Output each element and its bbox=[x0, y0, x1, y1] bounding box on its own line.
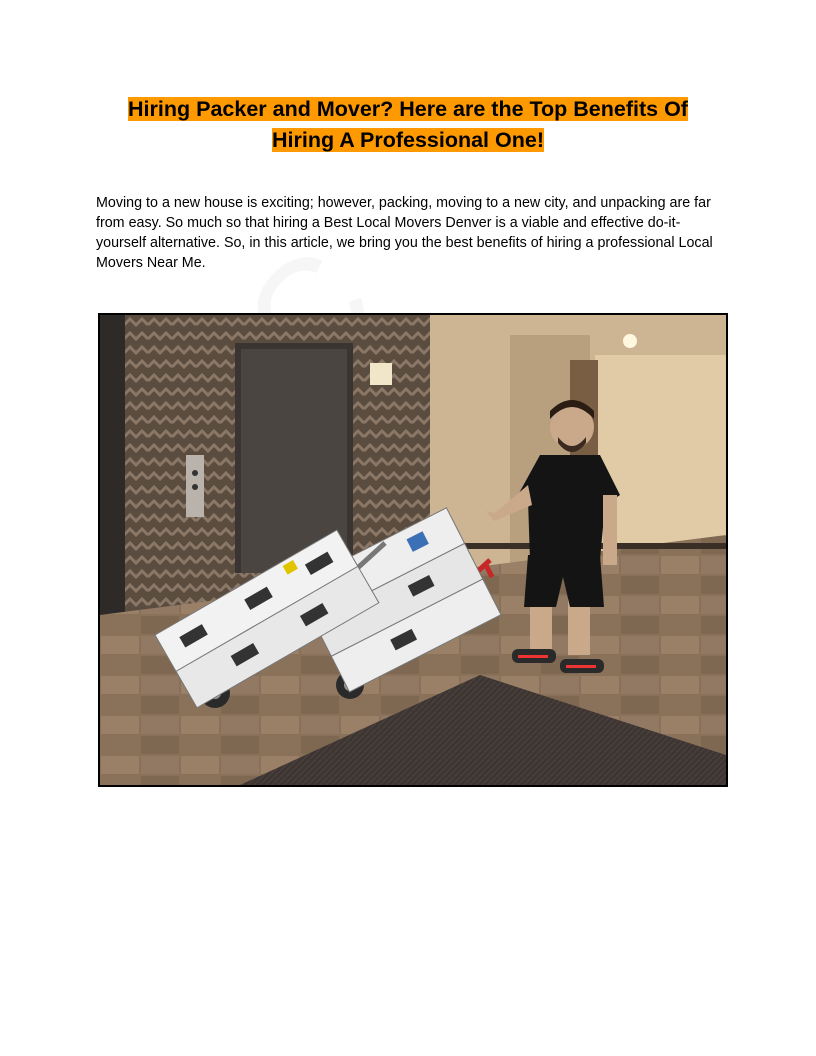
mover-photo bbox=[98, 313, 728, 787]
intro-paragraph: Moving to a new house is exciting; however, packing, moving to a new city, and unpacking are far from easy. So much so that hiring a Best Local Movers Denver is a viable and effective do-it-yourself alternative. So, in this article, we bring you the best benefits of hiring a professional Local Movers Near Me. bbox=[96, 195, 713, 271]
page-title bbox=[96, 94, 720, 156]
mover-photo-illustration bbox=[100, 315, 726, 785]
title-line-1: Hiring Packer and Mover? Here are the Top Benefits Of bbox=[128, 97, 688, 121]
title-line-2: Hiring A Professional One! bbox=[272, 128, 544, 152]
